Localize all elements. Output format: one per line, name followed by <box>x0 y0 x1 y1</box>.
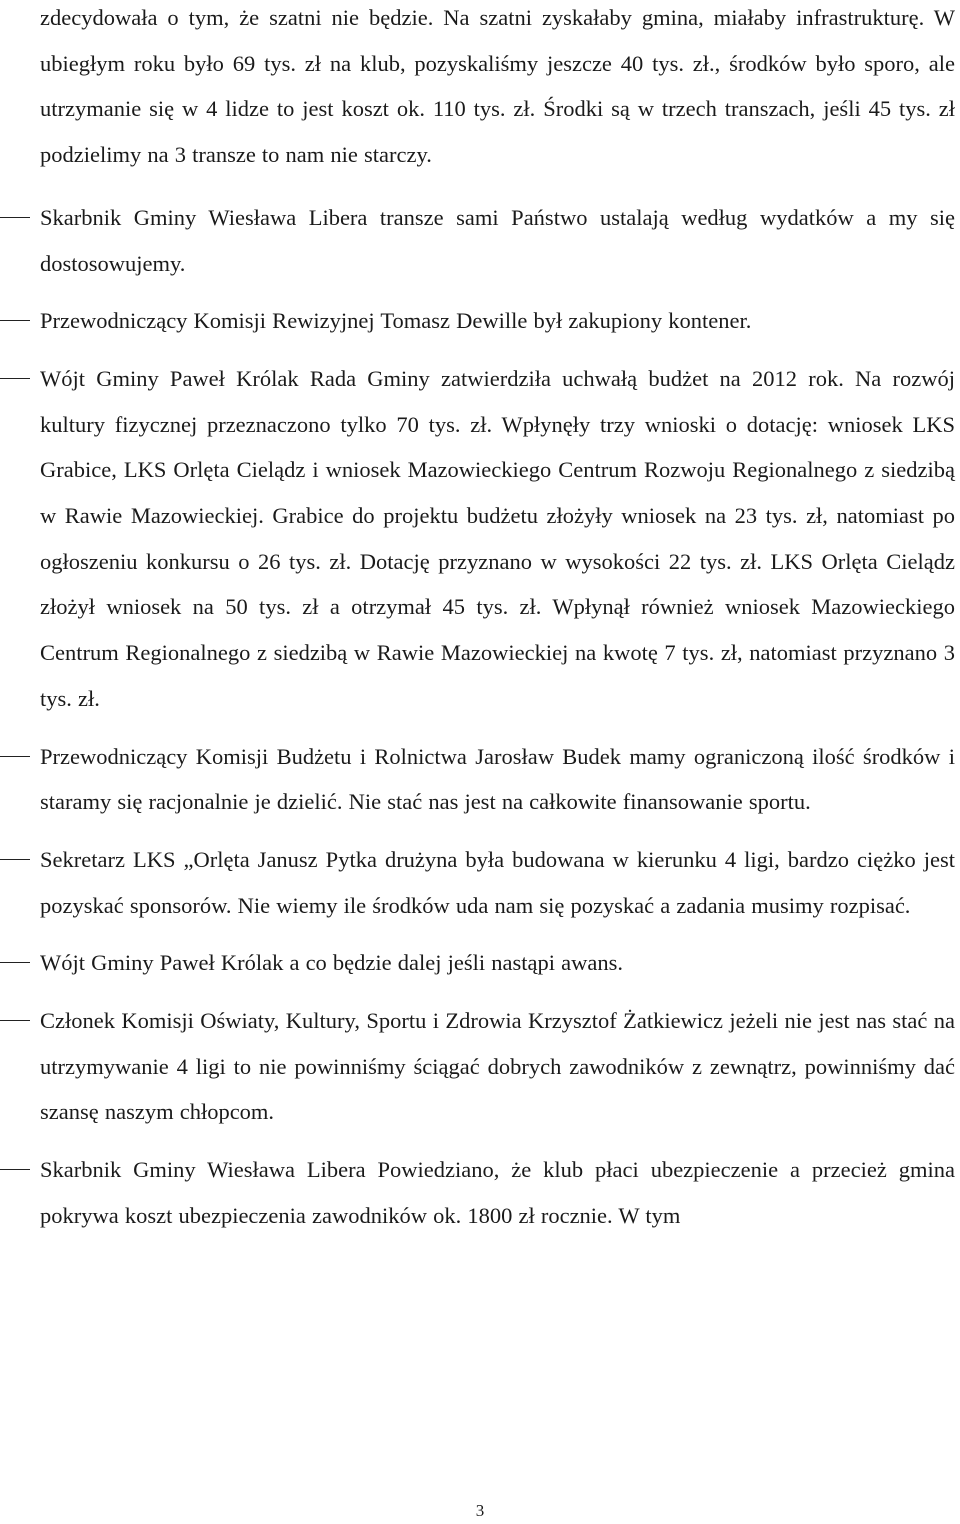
paragraph-treasurer-2 <box>40 1147 955 1238</box>
paragraph-text: zdecydowała o tym, że szatni nie będzie. Na szatni zyskałaby gmina, miałaby infrastrukturę. W ubiegłym roku było 69 tys. zł na klub, pozyskaliśmy jeszcze 40 tys. zł., środków było sporo, ale utrzymanie się w 4 lidze to jest koszt ok. 110 tys. zł. Środki są w trzech transzach, jeśli 45 tys. zł podzielimy na 3 transze to nam nie starczy. <box>40 5 955 168</box>
dash-bullet <box>0 217 30 218</box>
dash-bullet <box>0 1169 30 1170</box>
paragraph-audit-chair <box>40 298 955 344</box>
paragraph-text: Wójt Gminy Paweł Królak a co będzie dalej jeśli nastąpi awans. <box>40 950 623 976</box>
dash-bullet <box>0 1020 30 1021</box>
dash-bullet <box>0 378 30 379</box>
paragraph-budget-chair <box>40 734 955 825</box>
paragraph-text: Wójt Gminy Paweł Królak Rada Gminy zatwierdziła uchwałą budżet na 2012 rok. Na rozwój kultury fizycznej przeznaczono tylko 70 tys. zł. Wpłynęły trzy wnioski o dotację: wniosek LKS Grabice, LKS Orlęta Cielądz i wniosek Mazowieckiego Centrum Rozwoju Regionalnego z siedzibą w Rawie Mazowieckiej. Grabice do projektu budżetu złożyły wniosek na 23 tys. zł, natomiast po ogłoszeniu konkursu o 26 tys. zł. Dotację przyznano w wysokości 22 tys. zł. LKS Orlęta Cielądz złożył wniosek na 50 tys. zł a otrzymał 45 tys. zł. Wpłynął również wniosek Mazowieckiego Centrum Regionalnego z siedzibą w Rawie Mazowieckiej na kwotę 7 tys. zł, natomiast przyznano 3 tys. zł. <box>40 365 955 711</box>
paragraph-text: Przewodniczący Komisji Rewizyjnej Tomasz Dewille był zakupiony kontener. <box>40 308 752 334</box>
paragraph-continuation <box>40 0 955 178</box>
paragraph-text: Członek Komisji Oświaty, Kultury, Sportu i Zdrowia Krzysztof Żatkiewicz jeżeli nie jest nas stać na utrzymywanie 4 ligi to nie powinniśmy ściągać dobrych zawodników z zewnątrz, powinniśmy dać szansę naszym chłopcom. <box>40 1008 955 1125</box>
paragraph-text: Sekretarz LKS „Orlęta Janusz Pytka drużyna była budowana w kierunku 4 ligi, bardzo ciężko jest pozyskać sponsorów. Nie wiemy ile środków uda nam się pozyskać a zadania musimy rozpisać. <box>40 846 955 918</box>
paragraph-text: Skarbnik Gminy Wiesława Libera Powiedziano, że klub płaci ubezpieczenie a przecież gmina pokrywa koszt ubezpieczenia zawodników ok. 1800 zł rocznie. W tym <box>40 1157 955 1228</box>
dash-bullet <box>0 320 30 321</box>
paragraph-text: Skarbnik Gminy Wiesława Libera transze sami Państwo ustalają według wydatków a my się dostosowujemy. <box>40 204 955 276</box>
paragraph-mayor-promotion <box>40 940 955 986</box>
document-page <box>40 0 955 1239</box>
paragraph-treasurer-1 <box>40 195 955 286</box>
paragraph-text: Przewodniczący Komisji Budżetu i Rolnictwa Jarosław Budek mamy ograniczoną ilość środków i staramy się racjonalnie je dzielić. Nie stać nas jest na całkowite finansowanie sportu. <box>40 743 955 815</box>
paragraph-club-secretary <box>40 837 955 928</box>
page-number: 3 <box>475 1501 485 1520</box>
paragraph-committee-member <box>40 998 955 1135</box>
dash-bullet <box>0 859 30 860</box>
paragraph-mayor-budget <box>40 356 955 722</box>
dash-bullet <box>0 756 30 757</box>
dash-bullet <box>0 962 30 963</box>
